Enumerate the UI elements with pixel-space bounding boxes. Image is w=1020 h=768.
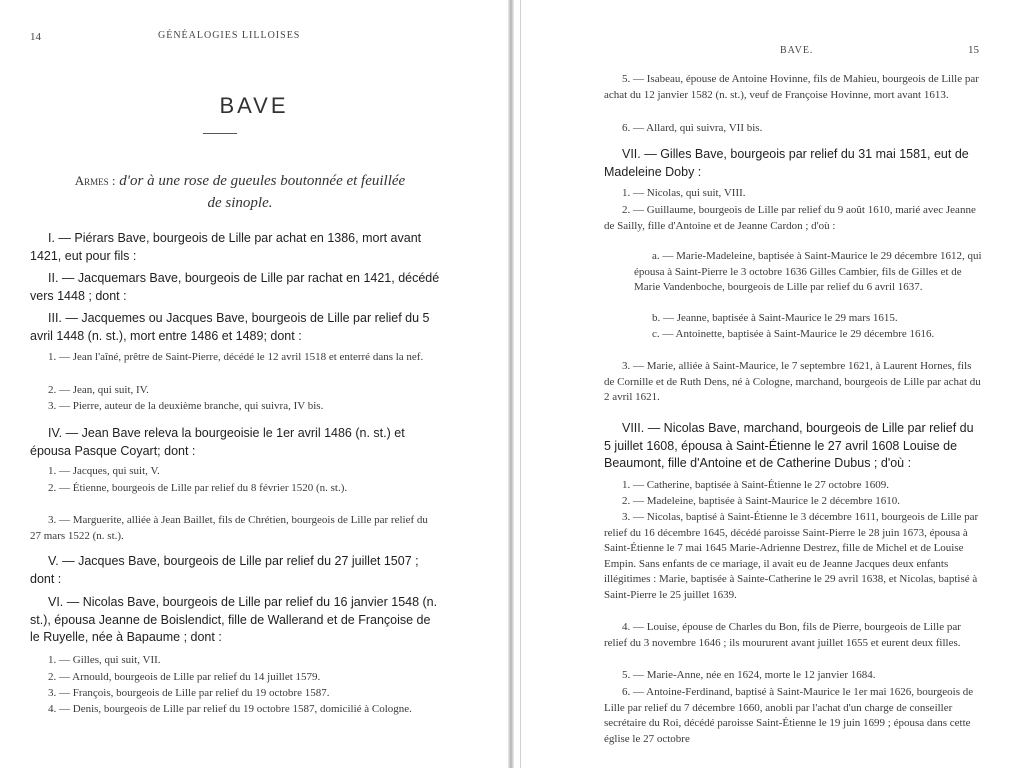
entry-VII-2: 2. — Guillaume, bourgeois de Lille par relief du 9 août 1610, marié avec Jeanne de Sailly, fille d'Antoine et de Jeanne Cardon ; d'où :	[604, 204, 976, 232]
entry-I: I. — Piérars Bave, bourgeois de Lille par achat en 1386, mort avant 1421, eut pour fils :	[30, 231, 422, 263]
entry-VIII-4: 4. — Louise, épouse de Charles du Bon, fils de Pierre, bourgeois de Lille par relief du 3 novembre 1646 ; ils moururent avant juillet 1655 et eurent deux filles.	[604, 621, 961, 649]
arms-text: d'or à une rose de gueules boutonnée et feuillée	[119, 173, 406, 189]
entry-VII: VII. — Gilles Bave, bourgeois par relief du 31 mai 1581, eut de Madeleine Doby :	[604, 147, 969, 179]
entry-IV-1: 1. — Jacques, qui suit, V.	[48, 465, 160, 477]
entry-VI-4: 4. — Denis, bourgeois de Lille par relief du 19 octobre 1587, domicilié à Cologne.	[48, 703, 412, 715]
page-title: BAVE	[219, 93, 289, 118]
entry-VI-2: 2. — Arnould, bourgeois de Lille par relief du 14 juillet 1579.	[48, 671, 321, 683]
entry-III-3: 3. — Pierre, auteur de la deuxième branche, qui suivra, IV bis.	[48, 400, 324, 412]
entry-VI-3: 3. — François, bourgeois de Lille par relief du 19 octobre 1587.	[48, 687, 330, 699]
entry-II: II. — Jacquemars Bave, bourgeois de Lille par rachat en 1421, décédé vers 1448 ; dont :	[30, 271, 440, 303]
entry-VIII-5: 5. — Marie-Anne, née en 1624, morte le 12 janvier 1684.	[622, 669, 876, 681]
entry-III: III. — Jacquemes ou Jacques Bave, bourgeois de Lille par relief du 5 avril 1448 (n. st.), mort entre 1486 et 1489; dont :	[30, 311, 430, 343]
left-page	[0, 0, 508, 768]
title-divider	[203, 133, 237, 134]
entry-VIII-1: 1. — Catherine, baptisée à Saint-Étienne le 27 octobre 1609.	[622, 479, 889, 491]
right-page-number: 15	[968, 44, 979, 56]
entry-VI-6: 6. — Allard, qui suivra, VII bis.	[622, 122, 763, 134]
entry-VIII-2: 2. — Madeleine, baptisée à Saint-Maurice le 2 décembre 1610.	[622, 495, 900, 507]
entry-VIII: VIII. — Nicolas Bave, marchand, bourgeois de Lille par relief du 5 juillet 1608, épousa à Saint-Étienne le 27 avril 1608 Louise de Beaumont, fille d'Antoine et de Catherine Dubus ; d'où :	[604, 421, 974, 470]
entry-VI-5: 5. — Isabeau, épouse de Antoine Hovinne, fils de Mahieu, bourgeois de Lille par achat du 12 janvier 1582 (n. st.), veuf de Françoise Hovinne, mort avant 1613.	[604, 73, 979, 101]
entry-V: V. — Jacques Bave, bourgeois de Lille par relief du 27 juillet 1507 ; dont :	[30, 554, 419, 586]
entry-IV-2: 2. — Étienne, bourgeois de Lille par relief du 8 février 1520 (n. st.).	[48, 482, 348, 494]
entry-IV-3: 3. — Marguerite, alliée à Jean Baillet, fils de Chrétien, bourgeois de Lille par relief du 27 mars 1522 (n. st.).	[30, 514, 428, 542]
arms-label: Armes :	[74, 173, 116, 188]
entry-VIII-3: 3. — Nicolas, baptisé à Saint-Étienne le 3 décembre 1611, bourgeois de Lille par relief du 16 décembre 1645, décédé paroisse Saint-Pierre le 28 juin 1673, épousa à Saint-Étienne le 7 mai 1645 Marie-Adrienne Destrez, fille de Michel et de Louise Empin. Sans enfants de ce mariage, il avait eu de Jeanne Jacques deux enfants illégitimes : Marie, baptisée à Sainte-Catherine le 29 avril 1638, et Nicolas, baptisé à Saint-Pierre le 25 juillet 1639.	[604, 511, 979, 601]
right-page	[512, 0, 1020, 768]
entry-VII-2a: a. — Marie-Madeleine, baptisée à Saint-Maurice le 29 décembre 1612, qui épousa à Saint-Pierre le 3 octobre 1636 Gilles Cambier, fils de Gilles et de Marie Vandenboche, bourgeois de Lille par relief du 6 avril 1637.	[634, 250, 982, 293]
left-running-head: GÉNÉALOGIES LILLOISES	[158, 30, 301, 41]
arms-description	[30, 170, 450, 214]
entry-IV: IV. — Jean Bave releva la bourgeoisie le 1er avril 1486 (n. st.) et épousa Pasque Coyart; dont :	[30, 426, 405, 458]
right-running-head: BAVE.	[780, 45, 814, 56]
entry-VI: VI. — Nicolas Bave, bourgeois de Lille par relief du 16 janvier 1548 (n. st.), épousa Jeanne de Boislendict, fille de Wallerand et de Françoise de le Ruyelle, née à Bapaume ; dont :	[30, 595, 438, 644]
arms-text-2: de sinople.	[207, 195, 273, 211]
entry-VII-1: 1. — Nicolas, qui suit, VIII.	[622, 187, 746, 199]
left-page-number: 14	[30, 31, 41, 43]
entry-VII-2b: b. — Jeanne, baptisée à Saint-Maurice le 29 mars 1615.	[652, 312, 898, 324]
entry-VII-2c: c. — Antoinette, baptisée à Saint-Maurice le 29 décembre 1616.	[652, 328, 935, 340]
entry-VII-3: 3. — Marie, alliée à Saint-Maurice, le 7 septembre 1621, à Laurent Hornes, fils de Cornille et de Ruth Dens, né à Cologne, marchand, bourgeois de Lille par achat du 2 avril 1621.	[604, 360, 981, 403]
entry-III-2: 2. — Jean, qui suit, IV.	[48, 384, 149, 396]
entry-III-1: 1. — Jean l'aîné, prêtre de Saint-Pierre, décédé le 12 avril 1518 et enterré dans la nef.	[48, 351, 424, 363]
entry-VI-1: 1. — Gilles, qui suit, VII.	[48, 654, 161, 666]
entry-VIII-6: 6. — Antoine-Ferdinand, baptisé à Saint-Maurice le 1er mai 1626, bourgeois de Lille par relief du 7 décembre 1660, anobli par l'achat d'un charge de conseiller secrétaire du Roi, décédé paroisse Saint-Étienne le 19 juin 1699 ; épousa dans cette église le 27 octobre	[604, 686, 974, 745]
